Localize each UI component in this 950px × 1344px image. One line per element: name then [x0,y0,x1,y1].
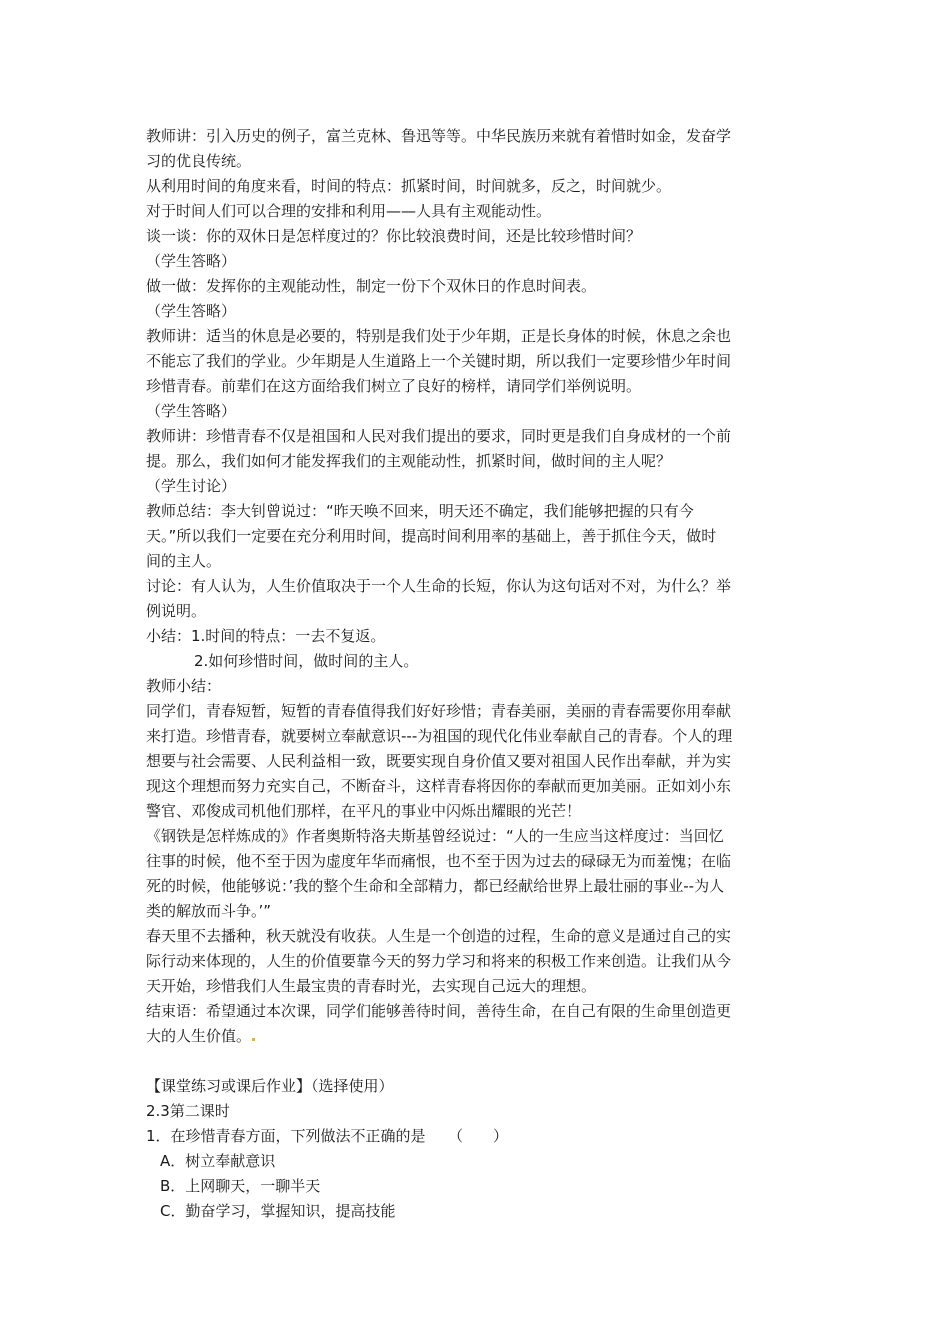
text-line: 教师讲：适当的休息是必要的，特别是我们处于少年期，正是长身体的时候，休息之余也 [146,327,732,345]
blank-line [146,1049,816,1074]
text-line: 教师总结：李大钊曾说过：“昨天唤不回来，明天还不确定，我们能够把握的只有今 [146,502,694,520]
text-line: （学生答略） [146,252,237,270]
text-line: 例说明。 [146,602,207,620]
text-line: （学生答略） [146,402,237,420]
text-line: 天。”所以我们一定要在充分利用时间，提高时间利用率的基础上，善于抓住今天，做时 [146,527,717,545]
option-c: C．勤奋学习，掌握知识，提高技能 [160,1202,396,1220]
text-line: 讨论：有人认为，人生价值取决于一个人生命的长短，你认为这句话对不对，为什么？举 [146,577,732,595]
text-line: 类的解放而斗争。’” [146,902,272,920]
text-line: 结束语：希望通过本次课，同学们能够善待时间，善待生命，在自己有限的生命里创造更 [146,1002,732,1020]
summary-line: 小结：1.时间的特点：一去不复返。 [146,627,386,645]
text-line: 同学们，青春短暂，短暂的青春值得我们好好珍惜；青春美丽，美丽的青春需要你用奉献 [146,702,732,720]
section-heading: 【课堂练习或课后作业】（选择使用） [146,1077,394,1095]
text-line: 从利用时间的角度来看，时间的特点：抓紧时间，时间就多，反之，时间就少。 [146,177,672,195]
text-line: 往事的时候，他不至于因为虚度年华而痛恨，也不至于因为过去的碌碌无为而羞愧；在临 [146,852,732,870]
summary-line: 2.如何珍惜时间，做时间的主人。 [194,652,419,670]
text-line: （学生答略） [146,302,237,320]
text-line: 想要与社会需要、人民利益相一致，既要实现自身价值又要对祖国人民作出奉献，并为实 [146,752,732,770]
text-line: 天开始，珍惜我们人生最宝贵的青春时光，去实现自己远大的理想。 [146,977,597,995]
text-line [146,1024,816,1049]
text-line: 珍惜青春。前辈们在这方面给我们树立了良好的榜样，请同学们举例说明。 [146,377,642,395]
text-line: 不能忘了我们的学业。少年期是人生道路上一个关键时期，所以我们一定要珍惜少年时间 [146,352,732,370]
lesson-label: 2.3第二课时 [146,1102,230,1120]
text-line: 谈一谈：你的双休日是怎样度过的？你比较浪费时间，还是比较珍惜时间？ [146,227,642,245]
question-text: 1．在珍惜青春方面，下列做法不正确的是 （ ） [146,1127,509,1145]
text-line-content: 大的人生价值。 [146,1027,252,1045]
option-b: B．上网聊天，一聊半天 [160,1177,321,1195]
document-page [146,124,816,1224]
text-line: 习的优良传统。 [146,152,252,170]
text-line: （学生讨论） [146,477,237,495]
highlight-mark [252,1038,255,1041]
text-line: 对于时间人们可以合理的安排和利用——人具有主观能动性。 [146,202,552,220]
text-line: 死的时候，他能够说：’我的整个生命和全部精力，都已经献给世界上最壮丽的事业--为人 [146,877,725,895]
text-line: 来打造。珍惜青春，就要树立奉献意识---为祖国的现代化伟业奉献自己的青春。个人的理 [146,727,733,745]
text-line: 春天里不去播种，秋天就没有收获。人生是一个创造的过程，生命的意义是通过自己的实 [146,927,732,945]
text-line: 现这个理想而努力充实自己，不断奋斗，这样青春将因你的奉献而更加美丽。正如刘小东 [146,777,732,795]
text-line: 际行动来体现的，人生的价值要靠今天的努力学习和将来的积极工作来创造。让我们从今 [146,952,732,970]
text-line: 警官、邓俊成司机他们那样，在平凡的事业中闪烁出耀眼的光芒！ [146,802,582,820]
text-line: 间的主人。 [146,552,222,570]
option-a: A．树立奉献意识 [160,1152,276,1170]
text-line: 教师小结： [146,677,222,695]
text-line: 《钢铁是怎样炼成的》作者奥斯特洛夫斯基曾经说过：“人的一生应当这样度过：当回忆 [146,827,724,845]
text-line: 做一做：发挥你的主观能动性，制定一份下个双休日的作息时间表。 [146,277,597,295]
text-line: 提。那么，我们如何才能发挥我们的主观能动性，抓紧时间，做时间的主人呢？ [146,452,672,470]
text-line: 教师讲：珍惜青春不仅是祖国和人民对我们提出的要求，同时更是我们自身成材的一个前 [146,427,732,445]
text-line: 教师讲：引入历史的例子，富兰克林、鲁迅等等。中华民族历来就有着惜时如金，发奋学 [146,127,732,145]
